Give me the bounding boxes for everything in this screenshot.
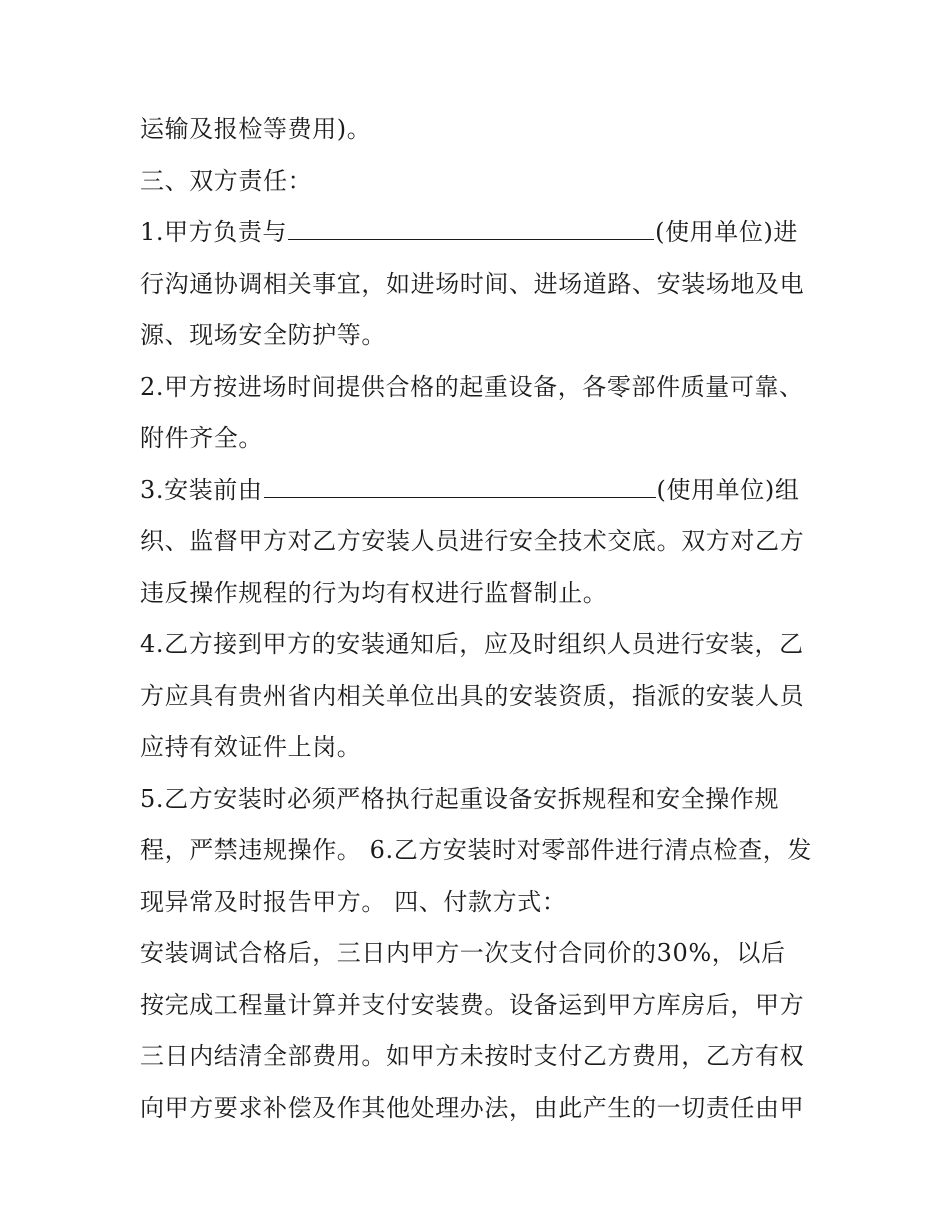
clause-line: 5.乙方安装时必须严格执行起重设备安拆规程和安全操作规 <box>140 784 780 813</box>
body-line: 织、监督甲方对乙方安装人员进行安全技术交底。双方对乙方 <box>140 527 805 555</box>
clause-line <box>140 207 820 259</box>
payment-line: 三日内结清全部费用。如甲方未按时支付乙方费用，乙方有权 <box>140 1042 805 1070</box>
body-line: 程，严禁违规操作。 6.乙方安装时对零部件进行清点检查，发 <box>140 836 812 864</box>
payment-line: 向甲方要求补偿及作其他处理办法，由此产生的一切责任由甲 <box>140 1093 805 1122</box>
clause-line: 4.乙方接到甲方的安装通知后，应及时组织人员进行安装，乙 <box>140 630 804 658</box>
clause-text: 3.安装前由 <box>140 475 263 504</box>
body-line: 方应具有贵州省内相关单位出具的安装资质，指派的安装人员 <box>140 681 805 710</box>
clause-text: (使用单位)组 <box>656 475 800 504</box>
clause-line: 2.甲方按进场时间提供合格的起重设备，各零部件质量可靠、 <box>140 372 804 401</box>
fill-in-blank <box>264 475 656 498</box>
body-line: 源、现场安全防护等。 <box>140 321 386 349</box>
body-line: 行沟通协调相关事宜，如进场时间、进场道路、安装场地及电 <box>140 269 805 298</box>
section-heading-responsibilities: 三、双方责任： <box>140 166 313 195</box>
clause-line <box>140 465 820 517</box>
body-line: 应持有效证件上岗。 <box>140 733 362 761</box>
document-body <box>140 104 820 1134</box>
body-line: 现异常及时报告甲方。 四、付款方式： <box>140 887 567 916</box>
payment-line: 安装调试合格后，三日内甲方一次支付合同价的30%，以后 <box>140 939 786 967</box>
clause-text: 1.甲方负责与 <box>140 218 288 246</box>
payment-line: 按完成工程量计算并支付安装费。设备运到甲方库房后，甲方 <box>140 990 805 1019</box>
fill-in-blank <box>288 217 654 240</box>
body-line: 运输及报检等费用)。 <box>140 115 372 143</box>
body-line: 附件齐全。 <box>140 424 263 452</box>
body-line: 违反操作规程的行为均有权进行监督制止。 <box>140 578 608 607</box>
clause-text: (使用单位)进 <box>655 218 799 246</box>
